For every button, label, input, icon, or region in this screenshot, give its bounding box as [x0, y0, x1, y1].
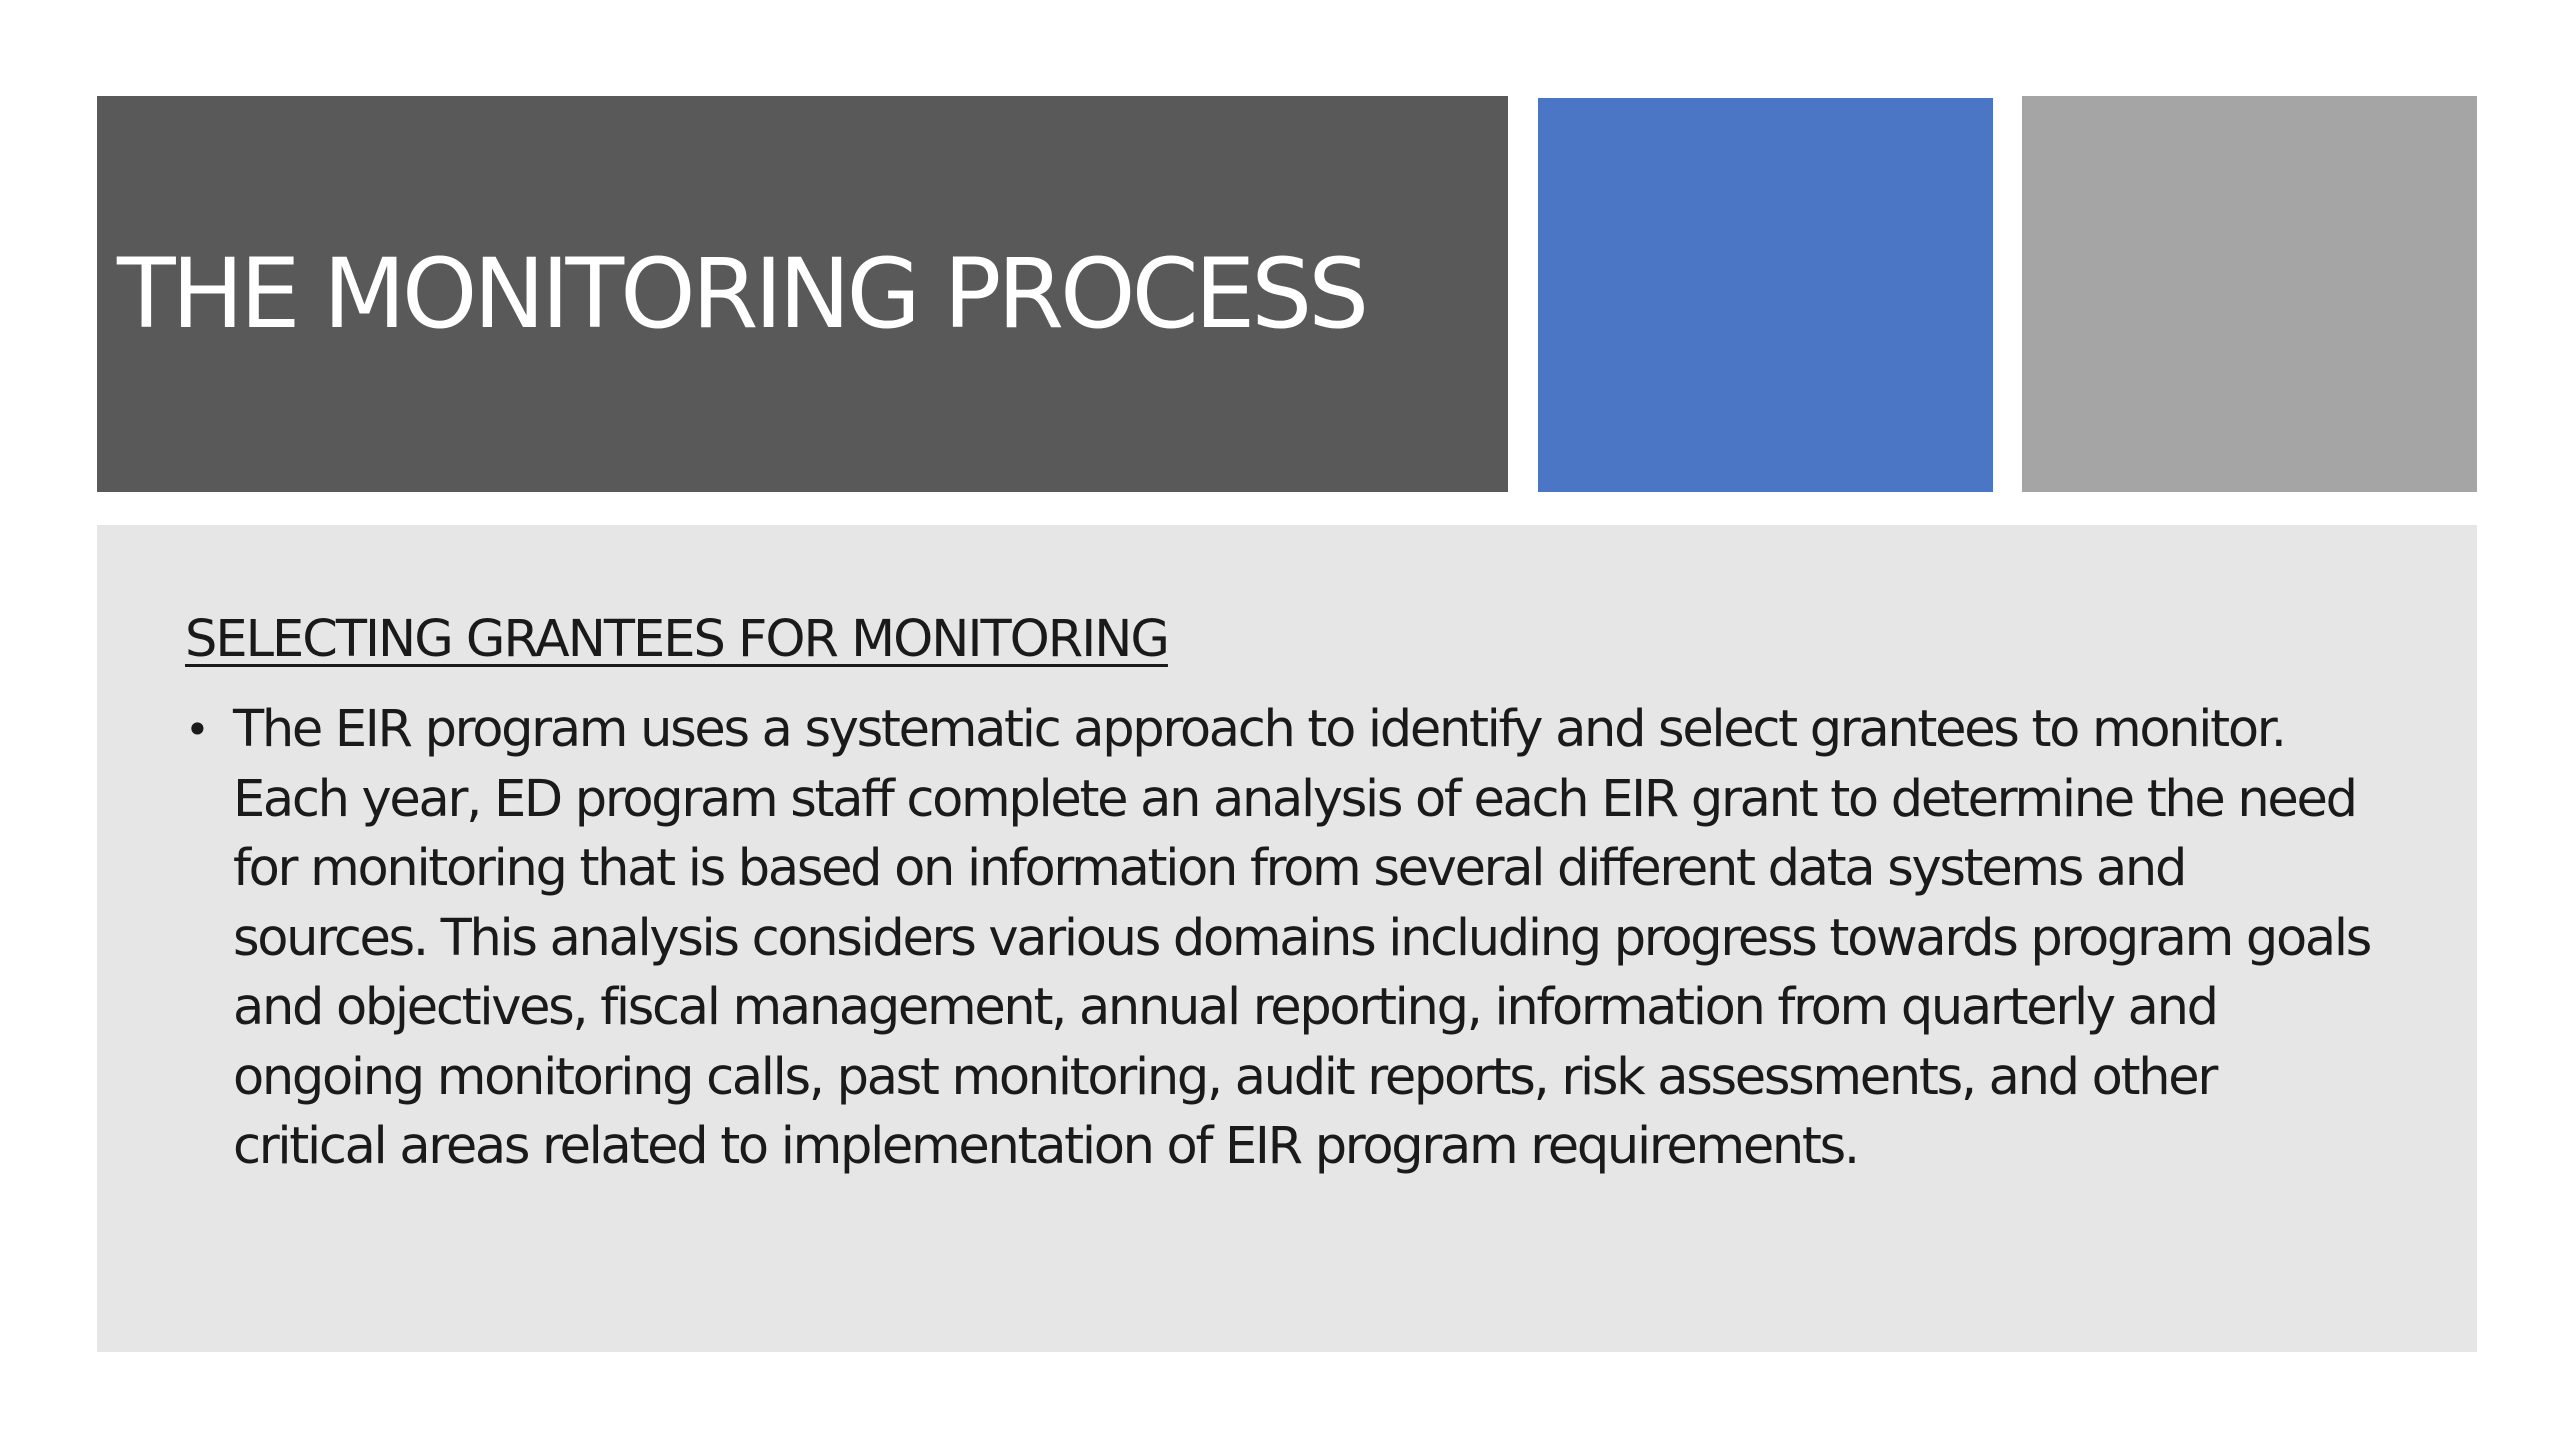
accent-gray-block	[2022, 96, 2477, 492]
bullet-icon: •	[185, 705, 208, 754]
accent-blue-block	[1538, 98, 1993, 492]
slide-title: THE MONITORING PROCESS	[117, 238, 1366, 350]
content-block	[97, 525, 2477, 1352]
title-block	[97, 96, 1508, 492]
bullet-text: The EIR program uses a systematic approach to identify and select grantees to monitor. Each year, ED program staff complete an analysis of each EIR grant to determine the need for monitoring that is based on information from several different data systems and sources. This analysis considers various domains including progress towards program goals and objectives, fiscal management, annual reporting, information from quarterly and ongoing monitoring calls, past monitoring, audit reports, risk assessments, and other critical areas related to implementation of EIR program requirements.	[233, 700, 2370, 1176]
bullet-item	[185, 695, 2377, 1182]
bullet-list	[185, 695, 2377, 1182]
section-heading: SELECTING GRANTEES FOR MONITORING	[185, 610, 1168, 669]
